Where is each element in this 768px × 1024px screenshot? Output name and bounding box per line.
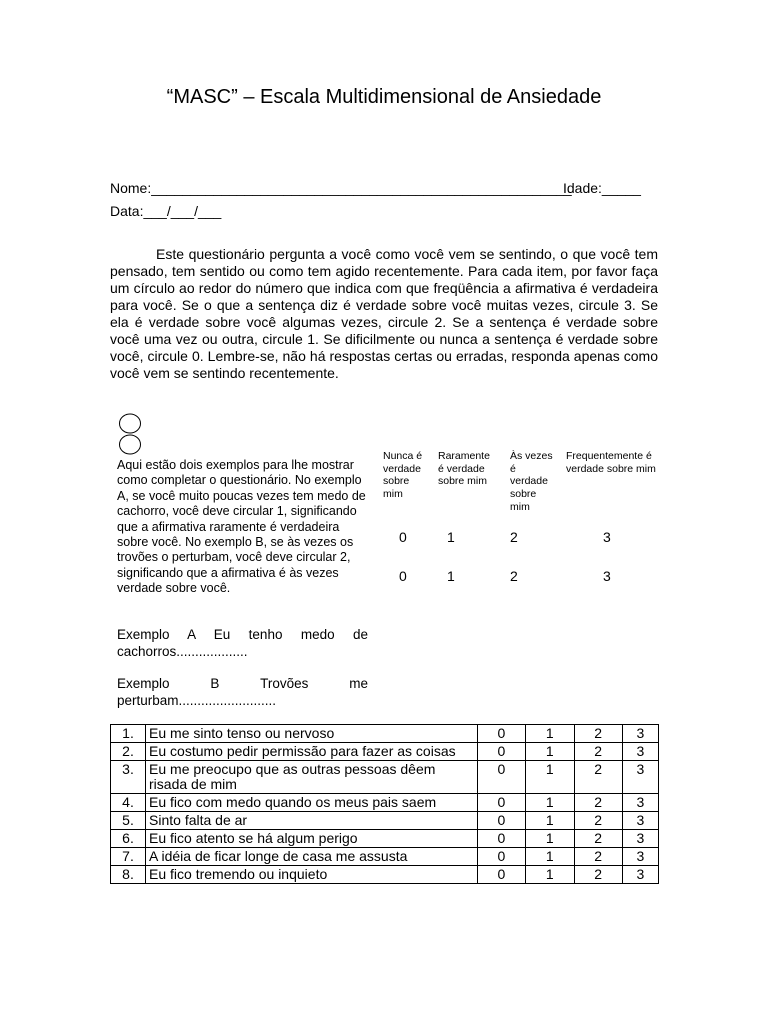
item-text: Sinto falta de ar	[146, 812, 478, 830]
item-option-1[interactable]: 1	[526, 812, 574, 830]
item-option-3[interactable]: 3	[622, 761, 658, 794]
example-b-option-0[interactable]: 0	[399, 568, 407, 584]
item-option-1[interactable]: 1	[526, 830, 574, 848]
example-a-option-1[interactable]: 1	[447, 529, 455, 545]
item-text: Eu me sinto tenso ou nervoso	[146, 725, 478, 743]
item-option-2[interactable]: 2	[574, 794, 622, 812]
example-b-option-3[interactable]: 3	[603, 568, 611, 584]
example-explanation: Aqui estão dois exemplos para lhe mostrar como completar o questionário. No exemplo A, se você muito poucas vezes tem medo de cachorro, você deve circular 1, significando que a afirmativa raramente é verdadeira sobre você. No exemplo B, se às vezes os trovões o perturbam, você deve circular 2, significando que a afirmativa é às vezes verdade sobre você.	[117, 458, 366, 596]
example-a-option-2[interactable]: 2	[510, 529, 518, 545]
example-a-option-3[interactable]: 3	[603, 529, 611, 545]
item-option-2[interactable]: 2	[574, 761, 622, 794]
item-number: 4.	[111, 794, 146, 812]
item-number: 6.	[111, 830, 146, 848]
name-field-line[interactable]: Nome:______________________________________________________	[110, 180, 572, 196]
item-option-3[interactable]: 3	[622, 794, 658, 812]
item-option-0[interactable]: 0	[477, 812, 525, 830]
table-row	[111, 794, 659, 812]
item-option-1[interactable]: 1	[526, 725, 574, 743]
item-option-3[interactable]: 3	[622, 743, 658, 761]
item-option-0[interactable]: 0	[477, 761, 525, 794]
scale-header-never: Nunca é verdade sobre mim	[383, 450, 423, 501]
table-row	[111, 866, 659, 884]
item-option-2[interactable]: 2	[574, 812, 622, 830]
item-option-0[interactable]: 0	[477, 794, 525, 812]
date-field-line[interactable]: Data:___/___/___	[110, 203, 222, 219]
item-number: 2.	[111, 743, 146, 761]
item-text: Eu costumo pedir permissão para fazer as coisas	[146, 743, 478, 761]
item-option-0[interactable]: 0	[477, 866, 525, 884]
table-row	[111, 812, 659, 830]
item-option-3[interactable]: 3	[622, 866, 658, 884]
item-option-3[interactable]: 3	[622, 812, 658, 830]
questionnaire-table	[110, 724, 659, 884]
example-b: Exemplo B Trovões me perturbam..........................	[117, 676, 368, 708]
item-option-1[interactable]: 1	[526, 761, 574, 794]
example-a-option-0[interactable]: 0	[399, 529, 407, 545]
item-option-2[interactable]: 2	[574, 848, 622, 866]
item-option-2[interactable]: 2	[574, 725, 622, 743]
item-option-1[interactable]: 1	[526, 794, 574, 812]
table-row	[111, 761, 659, 794]
page-title: “MASC” – Escala Multidimensional de Ansiedade	[166, 86, 602, 108]
item-number: 1.	[111, 725, 146, 743]
item-option-2[interactable]: 2	[574, 743, 622, 761]
scale-header-sometimes: Às vezes é verdade sobre mim	[510, 450, 553, 513]
table-row	[111, 830, 659, 848]
circle-marks-icon	[118, 413, 142, 455]
intro-paragraph: Este questionário pergunta a você como você vem se sentindo, o que você tem pensado, tem sentido ou como tem agido recentemente. Para cada item, por favor faça um círculo ao redor do número que indica com que freqüência a afirmativa é verdadeira para você. Se o que a sentença diz é verdade sobre você muitas vezes, circule 3. Se ela é verdade sobre você algumas vezes, circule 2. Se a sentença é verdade sobre você uma vez ou outra, circule 1. Se dificilmente ou nunca a sentença é verdade sobre você, circule 0. Lembre-se, não há respostas certas ou erradas, responda apenas como você vem se sentindo recentemente.	[110, 246, 658, 381]
item-text: Eu fico tremendo ou inquieto	[146, 866, 478, 884]
item-number: 8.	[111, 866, 146, 884]
item-number: 3.	[111, 761, 146, 794]
scale-header-rarely: Raramente é verdade sobre mim	[438, 450, 490, 488]
item-option-3[interactable]: 3	[622, 725, 658, 743]
item-option-0[interactable]: 0	[477, 848, 525, 866]
item-option-2[interactable]: 2	[574, 866, 622, 884]
table-row	[111, 725, 659, 743]
item-text: Eu fico com medo quando os meus pais saem	[146, 794, 478, 812]
item-number: 7.	[111, 848, 146, 866]
scale-header-often: Frequentemente é verdade sobre mim	[566, 450, 656, 475]
item-text: Eu fico atento se há algum perigo	[146, 830, 478, 848]
item-option-0[interactable]: 0	[477, 830, 525, 848]
item-option-2[interactable]: 2	[574, 830, 622, 848]
example-a: Exemplo A Eu tenho medo de cachorros...................	[117, 627, 368, 659]
item-text: A idéia de ficar longe de casa me assusta	[146, 848, 478, 866]
age-field-line[interactable]: Idade:_____	[563, 180, 641, 196]
item-option-3[interactable]: 3	[622, 848, 658, 866]
item-text: Eu me preocupo que as outras pessoas dêem risada de mim	[146, 761, 478, 794]
item-option-1[interactable]: 1	[526, 743, 574, 761]
table-row	[111, 848, 659, 866]
table-row	[111, 743, 659, 761]
item-option-1[interactable]: 1	[526, 848, 574, 866]
item-option-3[interactable]: 3	[622, 830, 658, 848]
item-option-1[interactable]: 1	[526, 866, 574, 884]
example-b-option-1[interactable]: 1	[447, 568, 455, 584]
example-b-option-2[interactable]: 2	[510, 568, 518, 584]
item-option-0[interactable]: 0	[477, 725, 525, 743]
item-number: 5.	[111, 812, 146, 830]
item-option-0[interactable]: 0	[477, 743, 525, 761]
